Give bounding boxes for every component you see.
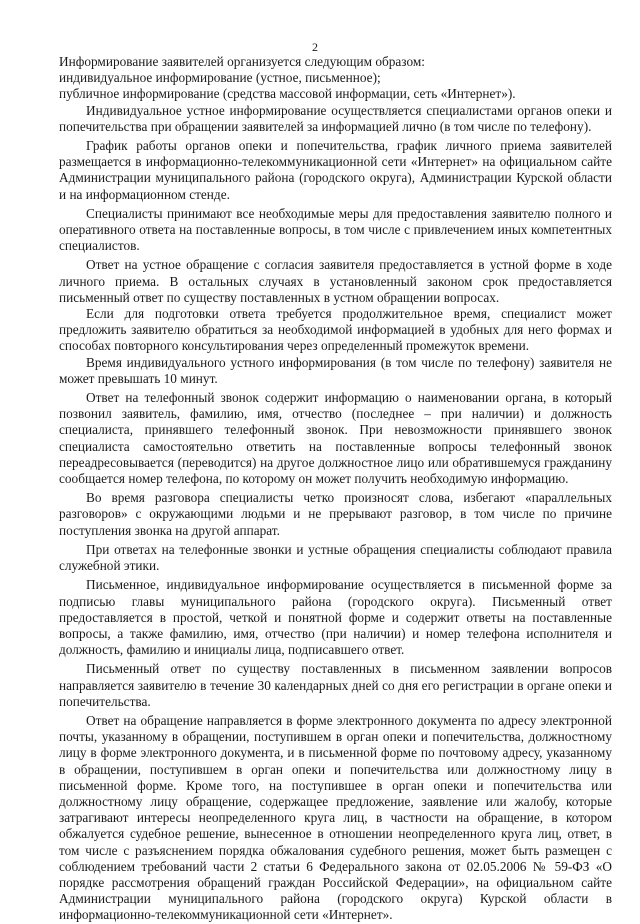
document-body (59, 54, 612, 924)
paragraph: При ответах на телефонные звонки и устные обращения специалисты соблюдают правила служебной этики. (59, 541, 612, 574)
paragraph: Индивидуальное устное информирование осуществляется специалистами органов опеки и попечительства при обращении заявителей за информацией лично (в том числе по телефону). (59, 102, 612, 134)
paragraph: Ответ на телефонный звонок содержит информацию о наименовании органа, в который позвонил заявитель, фамилию, имя, отчество (последнее – при наличии) и должность специалиста, принявшего телефонный звонок. При невозможности принявшего звонок специалиста самостоятельно ответить на поставленные вопросы телефонный звонок переадресовывается (переводится) на другое должностное лицо или обратившемуся гражданину сообщается номер телефона, по которому он может получить необходимую информацию. (59, 390, 612, 487)
paragraph: Специалисты принимают все необходимые меры для предоставления заявителю полного и оперативного ответа на поставленные вопросы, в том числе с привлечением иных компетентных специалистов. (59, 205, 612, 254)
paragraph: Если для подготовки ответа требуется продолжительное время, специалист может предложить заявителю обратиться за необходимой информацией в удобных для него формах и способах повторного консультирования через определенный промежуток времени. (59, 306, 612, 354)
paragraph-individual: индивидуальное информирование (устное, письменное); (59, 70, 381, 86)
paragraph: Время индивидуального устного информирования (в том числе по телефону) заявителя не может превышать 10 минут. (59, 354, 612, 386)
paragraph: Ответ на обращение направляется в форме электронного документа по адресу электронной почты, указанному в обращении, поступившем в орган опеки и попечительства, должностному лицу в форме электронного документа, и в письменной форме по почтовому адресу, указанному в обращении, поступившем в орган опеки и попечительства или должностному лицу в письменной форме. Кроме того, на поступившее в орган опеки и попечительства или должностному лицу обращение, содержащее предложение, заявление или жалобу, которые затрагивают интересы неопределенного круга лиц, в частности на обращение, в котором обжалуется судебное решение, вынесенное в отношении неопределенного круга лиц, ответ, в том числе с разъяснением порядка обжалования судебного решения, может быть размещен с соблюдением требований части 2 статьи 6 Федерального закона от 02.05.2006 № 59-ФЗ «О порядке рассмотрения обращений граждан Российской Федерации», на официальном сайте Администрации муниципального района (городского округа) Курской области в информационно-телекоммуникационной сети «Интернет». (59, 712, 612, 923)
paragraph: Ответ на устное обращение с согласия заявителя предоставляется в устной форме в ходе личного приема. В остальных случаях в установленный законом срок предоставляется письменный ответ по существу поставленных в устном обращении вопросах. (59, 257, 612, 305)
paragraph-public: публичное информирование (средства массовой информации, сеть «Интернет»). (59, 86, 516, 102)
paragraph-intro: Информирование заявителей организуется следующим образом: (59, 54, 425, 69)
paragraph: Во время разговора специалисты четко произносят слова, избегают «параллельных разговоров» с окружающими людьми и не прерывают разговор, в том числе по причине поступления звонка на другой аппарат. (59, 490, 612, 538)
paragraph: Письменный ответ по существу поставленных в письменном заявлении вопросов направляется заявителю в течение 30 календарных дней со дня его регистрации в органе опеки и попечительства. (59, 661, 612, 709)
page-number: 2 (312, 40, 318, 54)
paragraph: Письменное, индивидуальное информирование осуществляется в письменной форме за подписью главы муниципального района (городского округа). Письменный ответ предоставляется в простой, четкой и понятной форме и содержит ответы на поставленные вопросы, а также фамилию, имя, отчество (при наличии) и номер телефона исполнителя и должность, фамилию и инициалы лица, подписавшего ответ. (59, 577, 612, 658)
paragraph: График работы органов опеки и попечительства, график личного приема заявителей размещается в информационно-телекоммуникационной сети «Интернет» на официальном сайте Администрации муниципального района (городского округа), Администрации Курской области и на информационном стенде. (59, 138, 612, 202)
